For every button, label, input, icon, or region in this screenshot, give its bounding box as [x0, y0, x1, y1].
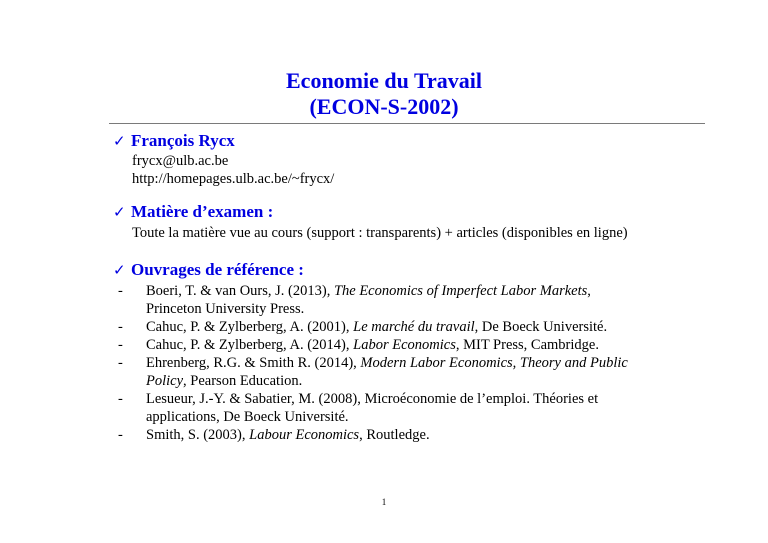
reference-item-ehrenberg: - Ehrenberg, R.G. & Smith R. (2014), Modern Labor Economics, Theory and Public Policy, Pearson Education.	[118, 355, 628, 389]
reference-title: Labour Economics	[249, 427, 360, 443]
checkmark-icon: ✓	[113, 261, 126, 279]
reference-item-boeri: - Boeri, T. & van Ours, J. (2013), The Economics of Imperfect Labor Markets, Princeton University Press.	[118, 283, 591, 317]
instructor-name: François Rycx	[131, 131, 235, 150]
page-number: 1	[381, 497, 387, 507]
reference-title: Labor Economics	[353, 337, 456, 353]
reference-item-cahuc-2001: - Cahuc, P. & Zylberberg, A. (2001), Le marché du travail, De Boeck Université.	[118, 319, 608, 335]
instructor-heading	[113, 131, 235, 151]
checkmark-icon: ✓	[113, 132, 126, 150]
reference-item-lesueur: - Lesueur, J.-Y. & Sabatier, M. (2008), Microéconomie de l’emploi. Théories et applications, De Boeck Université.	[118, 391, 599, 425]
reference-title-continued: Policy	[146, 373, 184, 389]
slide-title-course-code: (ECON-S-2002)	[309, 94, 459, 119]
instructor-homepage: http://homepages.ulb.ac.be/~frycx/	[132, 171, 335, 187]
reference-title: The Economics of Imperfect Labor Markets	[333, 283, 588, 299]
checkmark-icon: ✓	[113, 203, 126, 221]
exam-heading-label: Matière d’examen :	[131, 202, 274, 221]
reference-item-smith: - Smith, S. (2003), Labour Economics, Routledge.	[118, 427, 430, 443]
reference-item-cahuc-2014: - Cahuc, P. & Zylberberg, A. (2014), Labor Economics, MIT Press, Cambridge.	[118, 337, 599, 353]
reference-title: Le marché du travail	[353, 319, 475, 335]
references-heading	[113, 260, 304, 280]
references-heading-label: Ouvrages de référence :	[131, 260, 304, 279]
title-divider	[109, 123, 705, 124]
slide-title-line1: Economie du Travail	[286, 68, 482, 93]
reference-list	[118, 282, 678, 444]
reference-title: Modern Labor Economics, Theory and Public	[360, 355, 628, 371]
exam-heading	[113, 202, 273, 222]
exam-description: Toute la matière vue au cours (support : transparents) + articles (disponibles en ligne)	[132, 225, 628, 241]
instructor-email: frycx@ulb.ac.be	[132, 153, 229, 169]
